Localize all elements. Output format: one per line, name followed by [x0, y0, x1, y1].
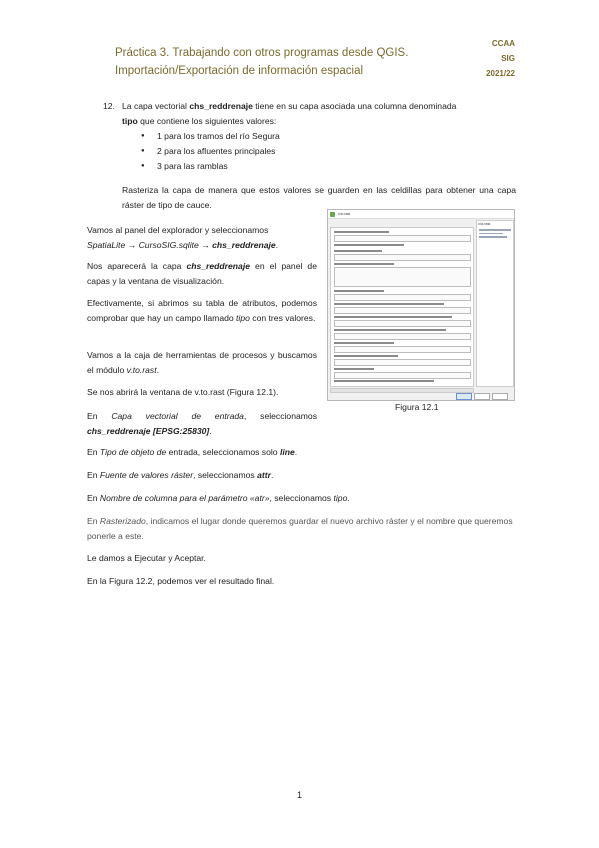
header-org: CCAA [491, 39, 515, 48]
form-label [334, 342, 394, 344]
dialog-titlebar [328, 210, 514, 219]
form-label [334, 290, 384, 292]
header-title-line1: Práctica 3. Trabajando con otros programas desde QGIS. [115, 47, 409, 59]
form-label [334, 263, 394, 265]
step-12: En la Figura 12.2, podemos ver el resultado final. [87, 576, 275, 586]
step-2: Nos aparecerá la capa chs_reddrenaje en el panel de capas y la ventana de visualización. [87, 261, 317, 286]
step-10: En Rasterizado, indicamos el lugar donde queremos guardar el nuevo archivo ráster y el nombre que queremos ponerle a este. [87, 516, 513, 541]
values-list [141, 129, 280, 174]
dialog-tabs [330, 220, 369, 226]
v-to-rast-dialog-figure [327, 209, 515, 401]
item-number: 12. [103, 101, 115, 111]
step-8: En Fuente de valores ráster, seleccionamos attr. [87, 470, 274, 480]
layer-name: chs_reddrenaje [189, 101, 253, 111]
form-label [334, 244, 404, 246]
source-field [334, 294, 471, 301]
header-meta [486, 36, 515, 81]
help-line [479, 229, 511, 231]
list-item: ● 2 para los afluentes principales [141, 144, 280, 159]
list-item: ● 1 para los tramos del río Segura [141, 129, 280, 144]
step-3: Efectivamente, si abrimos su tabla de atributos, podemos comprobar que hay un campo llamado tipo con tres valores. [87, 298, 317, 323]
form-label [334, 250, 382, 252]
output-field [334, 372, 471, 379]
item-statement: La capa vectorial chs_reddrenaje tiene en su capa asociada una columna denominada [122, 101, 457, 111]
list-item: ● 3 para las ramblas [141, 159, 280, 174]
form-label [334, 231, 389, 233]
dialog-title: v.to.rast [338, 212, 351, 216]
form-label [334, 355, 398, 357]
dialog-form [330, 227, 474, 387]
step-9: En Nombre de columna para el parámetro «atr», seleccionamos tipo. [87, 493, 350, 503]
column-field [334, 307, 471, 314]
help-title: v.to.rast [478, 222, 491, 226]
form-field [334, 320, 471, 327]
header-title-line2: Importación/Exportación de información espacial [115, 65, 364, 77]
help-line [479, 233, 503, 235]
form-field [334, 254, 471, 261]
qgis-logo-icon [330, 212, 335, 217]
step-7: En Tipo de objeto de entrada, seleccionamos solo line. [87, 447, 298, 457]
header-subject: SIG [501, 54, 515, 63]
item-instruction: Rasteriza la capa de manera que estos valores se guarden en las celdillas para obtener una capa ráster de tipo de cauce. [122, 185, 516, 210]
header-year: 2021/22 [486, 69, 515, 78]
form-label [334, 329, 446, 331]
progress-bar [330, 388, 474, 393]
figure-caption: Figura 12.1 [395, 402, 439, 412]
step-1: Vamos al panel del explorador y seleccionamos SpatiaLite → CursoSIG.sqlite → chs_reddrenaje. [87, 225, 279, 250]
help-button [492, 393, 508, 400]
help-line [479, 236, 507, 238]
form-label [334, 380, 434, 382]
form-label [334, 303, 444, 305]
step-11: Le damos a Ejecutar y Aceptar. [87, 553, 206, 563]
field-name: tipo [122, 116, 138, 126]
input-layer-field [334, 235, 471, 242]
form-field [334, 346, 471, 353]
page-number: 1 [296, 790, 302, 800]
form-field [334, 359, 471, 366]
item-statement-cont: tipo que contiene los siguientes valores: [122, 116, 277, 126]
run-button [456, 393, 472, 400]
header-title [115, 44, 408, 80]
form-label [334, 316, 452, 318]
form-label [334, 368, 374, 370]
form-field [334, 333, 471, 340]
help-panel [476, 220, 514, 387]
step-4: Vamos a la caja de herramientas de procesos y buscamos el módulo v.to.rast. [87, 350, 317, 375]
step-5: Se nos abrirá la ventana de v.to.rast (Figura 12.1). [87, 387, 279, 397]
close-button [474, 393, 490, 400]
type-list-field [334, 267, 471, 287]
step-6: En Capa vectorial de entrada, seleccionamos chs_reddrenaje [EPSG:25830]. [87, 411, 317, 436]
